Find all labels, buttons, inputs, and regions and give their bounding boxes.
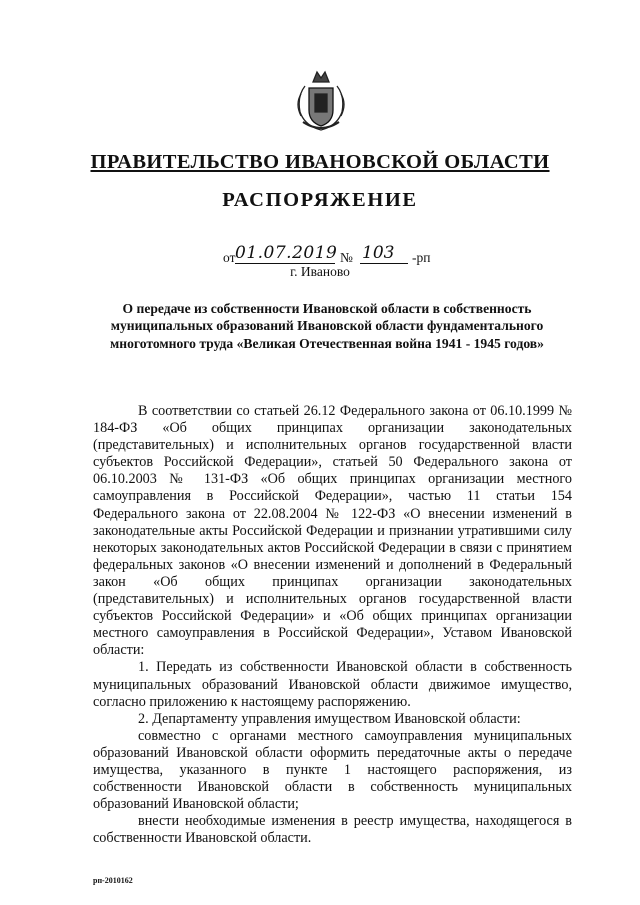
document-subject: О передаче из собственности Ивановской области в собственность муниципальных образований Ивановской области фундаментального многотомного труда «Великая Отечественная война 1941 - 1945 годов» xyxy=(110,301,544,351)
item-2b-paragraph: внести необходимые изменения в реестр имущества, находящегося в собственности Ивановской области. xyxy=(93,813,572,847)
government-title: ПРАВИТЕЛЬСТВО ИВАНОВСКОЙ ОБЛАСТИ xyxy=(90,151,550,173)
city: г. Иваново xyxy=(290,264,350,279)
document-number: 103 xyxy=(362,243,395,263)
item-2-paragraph: 2. Департаменту управления имуществом Ивановской области: xyxy=(138,710,521,727)
number-prefix: № xyxy=(340,250,353,265)
preamble-paragraph: В соответствии со статьей 26.12 Федерального закона от 06.10.1999 № 184-ФЗ «Об общих принципах организации законодательных (представительных) и исполнительных органов государственной власти субъектов Российской Федерации», статьей 50 Федерального закона от 06.10.2003 № 131-ФЗ «Об общих принципах организации местного самоуправления в Российской Федерации», частью 11 статьи 154 Федерального закона от 22.08.2004 № 122-ФЗ «О внесении изменений в законодательные акты Российской Федерации и признании утратившими силу некоторых законодательных актов Российской Федерации в связи с принятием федеральных законов «О внесении изменений и дополнений в Федеральный закон «Об общих принципах организации законодательных (представительных) и исполнительных органов государственной власти субъектов Российской Федерации» и «Об общих принципах организации местного самоуправления в Российской Федерации», Уставом Ивановской области: xyxy=(93,403,572,659)
document-type: РАСПОРЯЖЕНИЕ xyxy=(222,189,418,211)
item-2a-paragraph: совместно с органами местного самоуправления муниципальных образований Ивановской области оформить передаточные акты о передаче имущества, указанного в пункте 1 настоящего распоряжения, из собственности Ивановской области в собственность муниципальных образований Ивановской области; xyxy=(93,727,572,813)
footer-code: рп-2010162 xyxy=(93,876,133,885)
number-suffix: -рп xyxy=(412,250,431,265)
coat-of-arms-icon xyxy=(291,66,351,136)
item-1-paragraph: 1. Передать из собственности Ивановской области в собственность муниципальных образований Ивановской области движимое имущество, согласно приложению к настоящему распоряжению. xyxy=(93,659,572,710)
date-prefix: от xyxy=(223,250,236,265)
document-body xyxy=(93,403,572,847)
document-date: 01.07.2019 xyxy=(235,243,338,263)
